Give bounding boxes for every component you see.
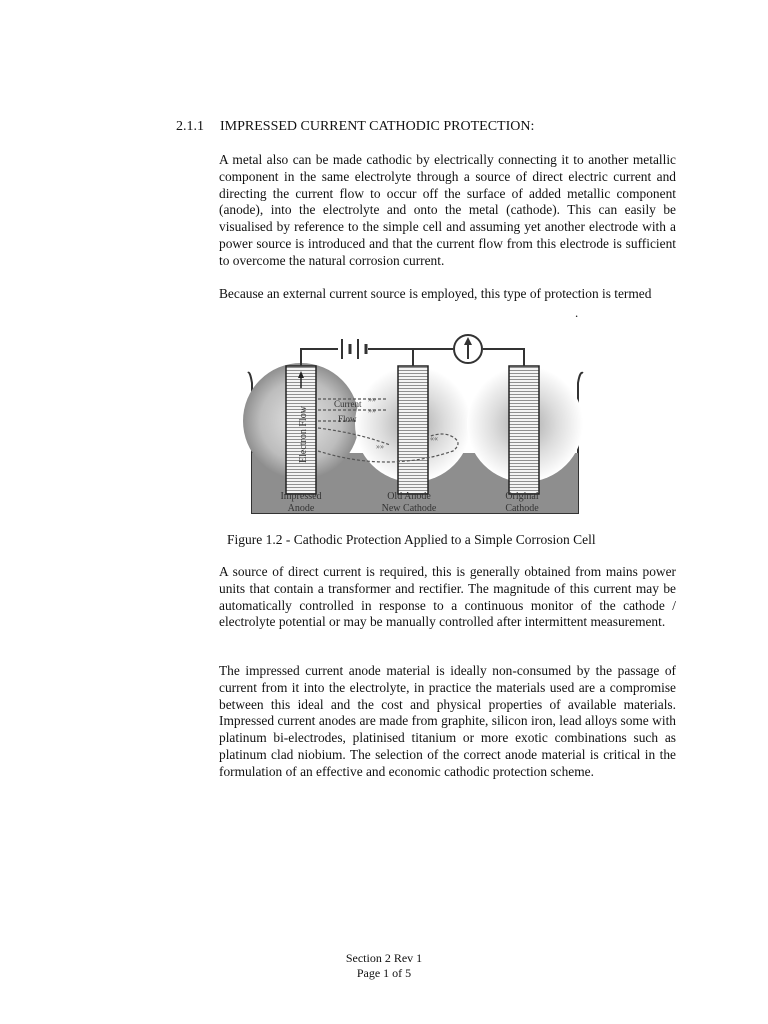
figure-caption: Figure 1.2 - Cathodic Protection Applied to a Simple Corrosion Cell: [227, 532, 596, 547]
section-heading: [176, 119, 534, 135]
current-flow-label-2: Flow: [338, 414, 357, 424]
impressed-anode-label-2: Anode: [287, 503, 315, 514]
section-title: IMPRESSED CURRENT CATHODIC PROTECTION:: [220, 119, 535, 134]
page-prefix: Page 1 of: [356, 966, 406, 980]
paragraph-intro: A metal also can be made cathodic by electrically connecting it to another metallic component in the same electrolyte through a source of direct electric current and directing the current flow to occur off the surface of added metallic component (anode), into the electrolyte and onto the metal (cathode). This can easily be visualised by reference to the simple cell and assuming yet another electrode with a power source is introduced and that the current flow from this electrode is sufficient to overcome the natural corrosion current.: [219, 152, 676, 268]
current-flow-label-1: Current: [334, 399, 362, 409]
footer-section: Section 2 Rev 1: [345, 951, 423, 965]
paragraph-dc-source: A source of direct current is required, this is generally obtained from mains power units that contain a transformer and rectifier. The magnitude of this current may be automatically controlled in response to a continuous monitor of the cathode / electrolyte potential or may be manually controlled after intermittent measurement.: [219, 564, 676, 630]
paragraph-termed: Because an external current source is employed, this type of protection is termed: [219, 286, 652, 301]
svg-text:»»: »»: [376, 442, 384, 451]
svg-text:»»: »»: [368, 406, 376, 415]
paragraph-anode-material: The impressed current anode material is ideally non-consumed by the passage of current from it into the electrolyte, in practice the materials used are a compromise between this ideal and the cost and physical properties of available materials. Impressed current anodes are made from graphite, silicon iron, lead alloys some with platinum bi-electrodes, platinised titanium or more exotic combinations such as platinum clad niobium. The selection of the correct anode material is critical in the formulation of an effective and economic cathodic protection scheme.: [219, 663, 676, 779]
old-anode-label-2: New Cathode: [381, 503, 437, 514]
impressed-anode-label-1: Impressed: [280, 491, 322, 502]
old-anode-electrode: [398, 366, 428, 494]
footer-page: [0, 966, 768, 981]
original-cathode-electrode: [509, 366, 539, 494]
wire: [301, 349, 524, 366]
ammeter-icon: [454, 335, 482, 363]
svg-text:««: ««: [430, 434, 438, 443]
battery-icon: [342, 339, 366, 359]
old-anode-label-1: Old Anode: [387, 491, 431, 502]
section-number: 2.1.1: [176, 119, 204, 134]
original-cathode-label-2: Cathode: [505, 503, 539, 514]
cathodic-protection-diagram: [238, 333, 588, 523]
electron-flow-label: Electron Flow: [298, 406, 309, 463]
svg-text:»»: »»: [368, 395, 376, 404]
page-total: 5: [405, 966, 412, 980]
original-cathode-label-1: Original: [505, 491, 539, 502]
trailing-period: .: [575, 305, 579, 320]
